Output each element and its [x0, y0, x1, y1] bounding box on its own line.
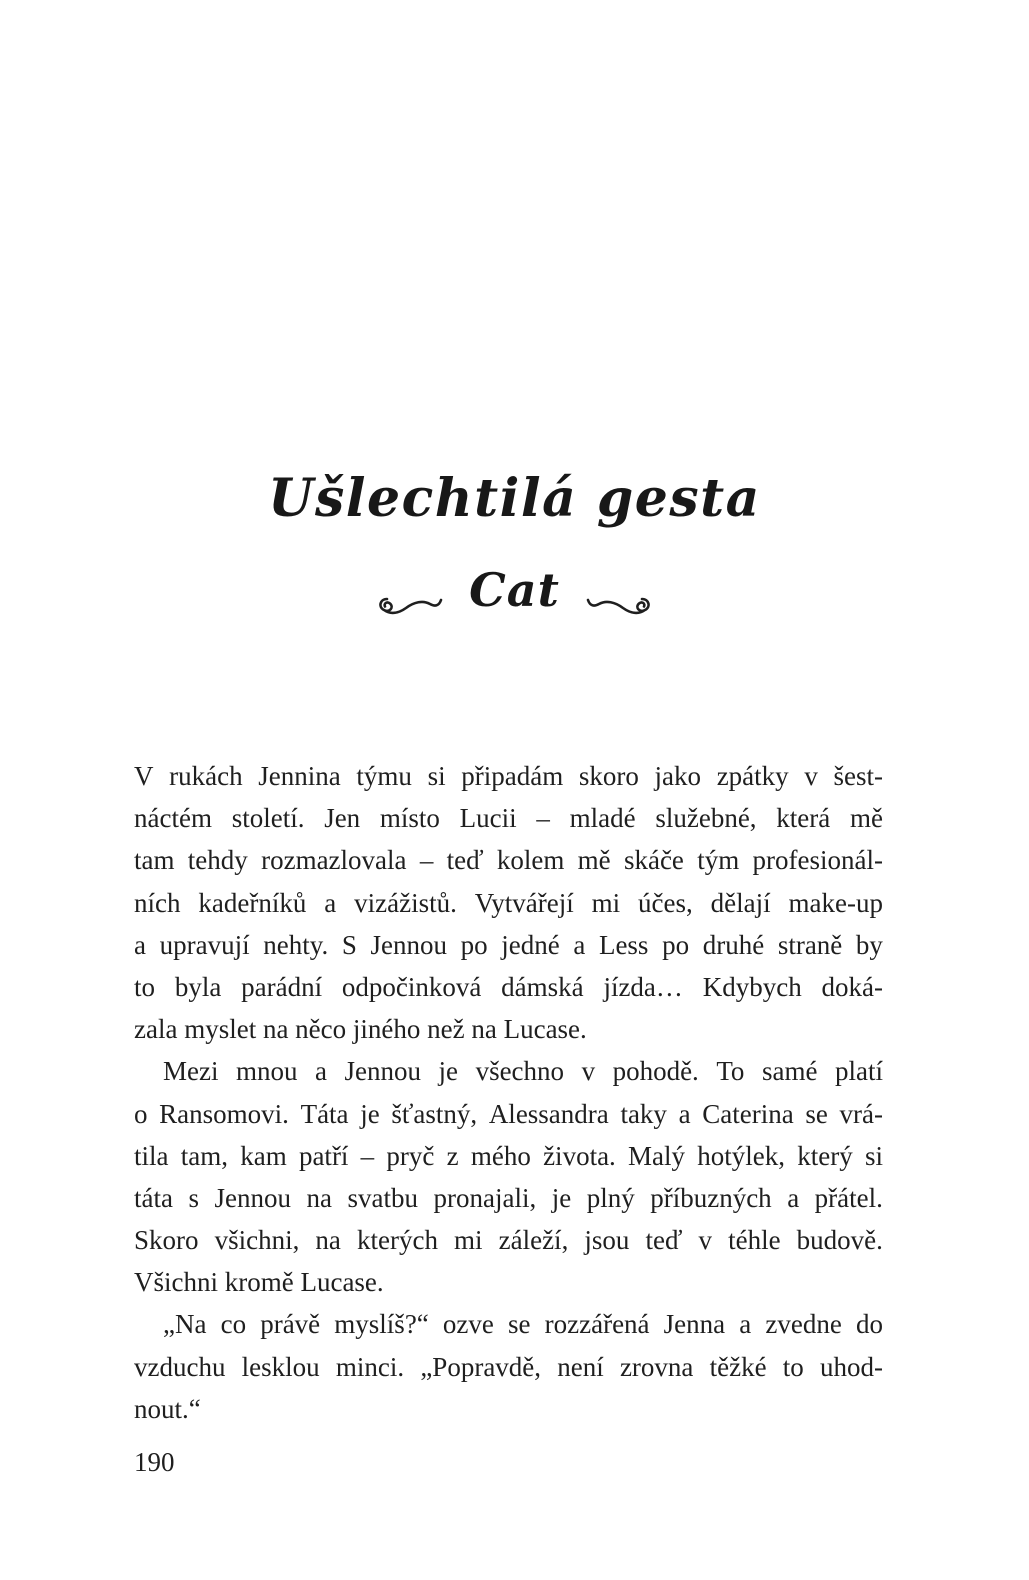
swirl-flourish-right-icon: [586, 587, 652, 626]
chapter-subtitle: Cat: [469, 563, 560, 617]
chapter-subtitle-row: [0, 565, 1029, 626]
text-line: Mezi mnou a Jennou je všechno v pohodě. To samé platí: [163, 1056, 883, 1087]
page-number: 190: [134, 1447, 175, 1477]
text-line: Všichni kromě Lucase.: [134, 1267, 384, 1298]
chapter-title: Ušlechtilá gesta: [268, 468, 761, 529]
text-line: Skoro všichni, na kterých mi záleží, jsou teď v téhle budově.: [134, 1225, 883, 1256]
paragraph: [134, 1050, 883, 1303]
text-line: „Na co právě myslíš?“ ozve se rozzářená Jenna a zvedne do: [163, 1309, 883, 1340]
paragraph: [134, 755, 883, 1050]
paragraph: [134, 1303, 883, 1430]
text-line: tam tehdy rozmazlovala – teď kolem mě skáče tým profesionál-: [134, 845, 883, 876]
text-line: ních kadeřníků a vizážistů. Vytvářejí mi účes, dělají make-up: [134, 887, 883, 918]
text-line: nout.“: [134, 1393, 201, 1424]
text-line: náctém století. Jen místo Lucii – mladé služebné, která mě: [134, 803, 883, 834]
text-line: táta s Jennou na svatbu pronajali, je plný příbuzných a přátel.: [134, 1182, 883, 1213]
text-line: o Ransomovi. Táta je šťastný, Alessandra taky a Caterina se vrá-: [134, 1098, 883, 1129]
body-text: [134, 755, 883, 1430]
text-line: zala myslet na něco jiného než na Lucase.: [134, 1014, 587, 1045]
text-line: a upravují nehty. S Jennou po jedné a Less po druhé straně by: [134, 929, 883, 960]
text-line: to byla parádní odpočinková dámská jízda… Kdybych doká-: [134, 971, 883, 1002]
text-line: V rukách Jennina týmu si připadám skoro jako zpátky v šest-: [134, 761, 883, 791]
text-line: vzduchu lesklou minci. „Popravdě, není zrovna těžké to uhod-: [134, 1351, 883, 1382]
swirl-flourish-left-icon: [377, 587, 443, 626]
text-line: tila tam, kam patří – pryč z mého života. Malý hotýlek, který si: [134, 1140, 883, 1171]
